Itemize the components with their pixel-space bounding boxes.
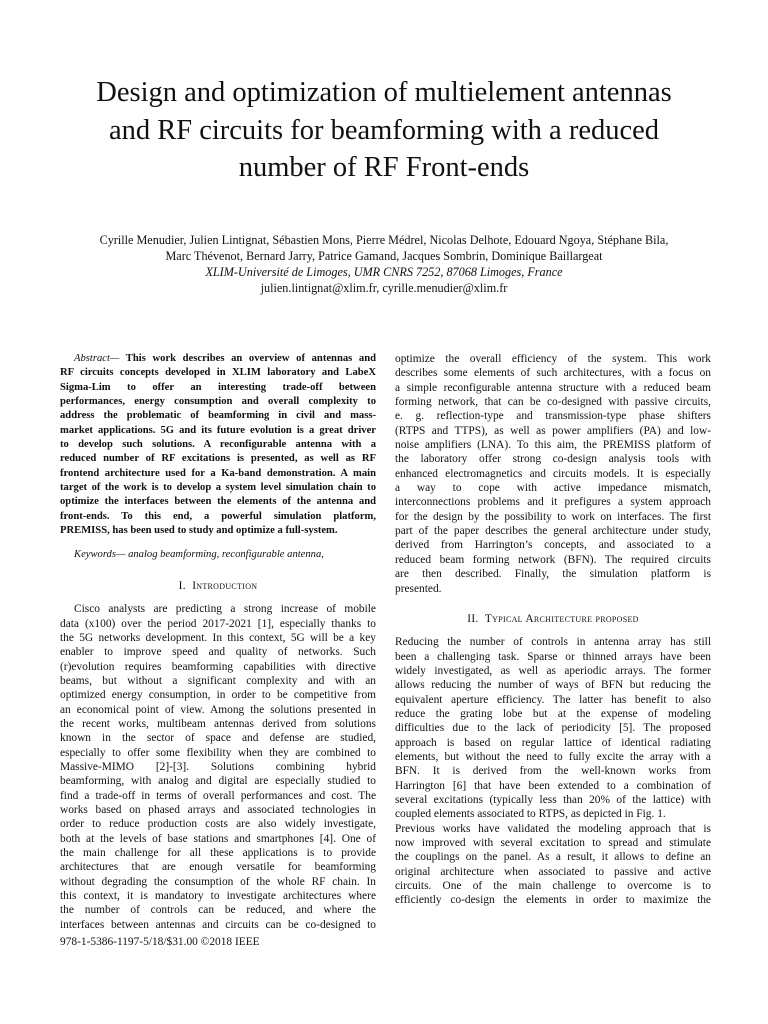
body-line: an economical point of view. Among the solutions presented in bbox=[60, 703, 376, 716]
paper-title bbox=[40, 74, 728, 187]
body-line: difficulties due to the lack of periodicity [5]. The proposed bbox=[395, 722, 711, 735]
body-line: reduce the grating lobe but at the expense of modeling bbox=[395, 707, 711, 720]
body-line: enabler to improve speed and quality of networks. Such bbox=[60, 646, 376, 659]
body-line: the main challenge for all these applications is to provide bbox=[60, 847, 376, 859]
body-line: both at the levels of base stations and smartphones [4]. One of bbox=[60, 832, 376, 845]
body-line: noise amplifiers (LNA). To this aim, the PREMISS platform of bbox=[395, 439, 711, 452]
body-line: for the design by the possibility to work on interfaces. The first bbox=[395, 510, 711, 523]
body-line: circuits. One of the main challenge to overcome is to bbox=[395, 880, 711, 893]
body-line: (r)evolution requires beamforming capabilities with directive bbox=[60, 660, 376, 673]
section-heading-architecture bbox=[395, 612, 711, 626]
body-line: beamforming, with analog and digital are especially studied to bbox=[60, 775, 376, 788]
body-line: Massive-MIMO [2]-[3]. Solutions combining hybrid bbox=[60, 760, 376, 773]
body-line: Harrington [6] that have been extended to a combination of bbox=[395, 779, 711, 792]
body-line: find a trade-off in terms of overall performances and cost. The bbox=[60, 789, 376, 802]
section-heading-introduction bbox=[60, 579, 376, 593]
body-line: especially to offer some flexibility when they are combined to bbox=[60, 746, 376, 759]
body-line: presented. bbox=[395, 582, 442, 595]
right-column bbox=[395, 352, 711, 908]
body-line: Reducing the number of controls in antenna array has still bbox=[395, 636, 711, 649]
body-line: are then described. Finally, the simulation platform is bbox=[395, 568, 711, 581]
body-line: known in the sector of space and defense are studied, bbox=[60, 732, 376, 745]
abstract-line: Sigma-Lim to offer an interesting trade-off between bbox=[60, 381, 376, 393]
body-line: the 5G networks development. In this context, 5G will be a key bbox=[60, 631, 376, 644]
body-line: a way to cope with active impedance mismatch, bbox=[395, 482, 711, 495]
abstract-line: optimize the interfaces between the elements of the antenna and bbox=[60, 496, 376, 508]
abstract bbox=[60, 352, 376, 538]
title-line: number of RF Front-ends bbox=[238, 152, 530, 183]
left-column bbox=[60, 352, 376, 932]
title-line: and RF circuits for beamforming with a reduced bbox=[108, 114, 660, 146]
body-line: allows reducing the number of ways of BFN but reducing the bbox=[395, 679, 711, 692]
body-line: the couplings on the panel. As a result, it allows to define an bbox=[395, 851, 711, 864]
body-line: order to reduce production costs are also widely investigate, bbox=[60, 818, 376, 831]
body-line: equivalent aperture efficiency. The latter has benefit to also bbox=[395, 693, 711, 706]
body-line: reduced beam forming network (BFN). The required circuits bbox=[395, 553, 711, 566]
keywords bbox=[60, 548, 376, 562]
body-line: the laboratory offer strong co-design analysis tools with bbox=[395, 453, 711, 466]
architecture-paragraph bbox=[395, 635, 711, 821]
body-line: optimized energy consumption, in order to be competitive from bbox=[60, 689, 376, 702]
author-emails: julien.lintignat@xlim.fr, cyrille.menudier@xlim.fr bbox=[260, 281, 508, 295]
title-line: Design and optimization of multielement antennas bbox=[96, 77, 672, 108]
architecture-paragraph bbox=[395, 822, 711, 908]
keywords-text: analog beamforming, reconfigurable antenna, bbox=[128, 549, 324, 561]
body-line: architectures that are enough versatile for beamforming bbox=[60, 861, 376, 874]
body-line: Cisco analysts are predicting a strong increase of mobile bbox=[74, 603, 376, 616]
body-line: several excitations (typically less than 20% of the lattice) with bbox=[395, 793, 711, 806]
body-line: forming network, that can be co-designed with passive circuits, bbox=[395, 396, 711, 409]
body-line: enhanced electromagnetics and circuits models. It is especially bbox=[395, 467, 711, 480]
body-line: part of the paper describes the general architecture under study, bbox=[395, 525, 711, 538]
body-line: without degrading the consumption of the whole RF chain. In bbox=[60, 875, 376, 888]
section-number: I. bbox=[178, 579, 186, 592]
abstract-line: reduced number of RF excitations is presented, as well as RF bbox=[60, 453, 376, 465]
body-line: interfaces between antennas and circuits can be co-designed to bbox=[60, 918, 376, 931]
body-line: optimize the overall efficiency of the system. This work bbox=[395, 353, 711, 365]
body-line: the recent works, multibeam antennas derived from solutions bbox=[60, 717, 376, 730]
abstract-line: frontend architecture used for a Ka-band demonstration. A main bbox=[60, 467, 376, 479]
body-line: coupled elements associated to RTPS, as depicted in Fig. 1. bbox=[395, 808, 666, 821]
section-title: Introduction bbox=[192, 579, 258, 592]
introduction-continued bbox=[395, 352, 711, 596]
introduction-paragraph bbox=[60, 602, 376, 932]
body-line: data (x100) over the period 2017-2021 [1], especially thanks to bbox=[60, 617, 376, 630]
abstract-line: address the problematic of beamforming in civil and mass- bbox=[60, 410, 376, 422]
abstract-line: front-ends. To this end, a powerful simulation platform, bbox=[60, 510, 376, 522]
body-line: e. g. reflection-type and transmission-type phase shifters bbox=[395, 410, 711, 423]
affiliation: XLIM-Université de Limoges, UMR CNRS 7252, 87068 Limoges, France bbox=[205, 265, 563, 279]
body-line: (RTPS and TTPS), as well as power amplifiers (PA) and low- bbox=[395, 424, 711, 437]
abstract-line: performances, energy consumption and overall complexity to bbox=[60, 396, 376, 408]
abstract-line: to develop such solutions. A reconfigurable antenna with a bbox=[60, 439, 376, 451]
section-number: II. bbox=[467, 612, 479, 625]
keywords-label: Keywords— bbox=[74, 549, 126, 561]
body-line: original architecture when associated to passive and active bbox=[395, 865, 711, 878]
author-block bbox=[20, 232, 748, 296]
body-line: interconnections problems and it prefigures a system approach bbox=[395, 496, 711, 509]
body-line: describes some elements of such architectures, with a focus on bbox=[395, 367, 711, 380]
abstract-line: market applications. 5G and its future evolution is a great driver bbox=[60, 424, 376, 436]
abstract-line bbox=[60, 352, 376, 366]
body-line: been a challenging task. Sparse or thinned arrays have been bbox=[395, 650, 711, 663]
body-line: approach is based on regular lattice of identical radiating bbox=[395, 736, 711, 749]
copyright-footer: 978-1-5386-1197-5/18/$31.00 ©2018 IEEE bbox=[60, 936, 260, 948]
abstract-line: PREMISS, has been used to study and optimize a full-system. bbox=[60, 525, 338, 537]
body-line: the number of controls can be reduced, and where the bbox=[60, 904, 376, 917]
authors-line: Cyrille Menudier, Julien Lintignat, Sébastien Mons, Pierre Médrel, Nicolas Delhote, Edouard Ngoya, Stéphane Bila, bbox=[99, 233, 669, 247]
abstract-line: target of the work is to develop a system level simulation chain to bbox=[60, 482, 376, 494]
body-line: Previous works have validated the modeling approach that is bbox=[395, 822, 711, 835]
body-line: efficiently co-design the elements in order to maximize the bbox=[395, 894, 711, 907]
body-line: works based on phased arrays and associated technologies in bbox=[60, 803, 376, 816]
body-line: widely investigated, as well as aperiodic arrays. The former bbox=[395, 664, 711, 677]
section-title: Typical Architecture proposed bbox=[484, 612, 639, 625]
body-line: derived from Harrington’s concepts, and associated to a bbox=[395, 539, 711, 552]
abstract-line: RF circuits concepts developed in XLIM laboratory and LabeX bbox=[60, 367, 376, 379]
abstract-line-text: This work describes an overview of antennas and bbox=[125, 353, 376, 364]
abstract-label: Abstract— bbox=[74, 353, 120, 364]
body-line: this context, it is mandatory to investigate architectures where bbox=[60, 890, 376, 903]
body-line: now improved with several excitation to spread and stimulate bbox=[395, 837, 711, 849]
body-line: BFN. It is derived from the well-known works from bbox=[395, 765, 711, 778]
authors-line: Marc Thévenot, Bernard Jarry, Patrice Gamand, Jacques Sombrin, Dominique Baillargeat bbox=[165, 249, 603, 263]
body-line: beams, but without a significant complexity and with an bbox=[60, 674, 376, 687]
body-line: elements, but without the need to fully excite the array with a bbox=[395, 750, 711, 763]
body-line: a simple reconfigurable antenna structure with a reduced beam bbox=[395, 381, 711, 394]
